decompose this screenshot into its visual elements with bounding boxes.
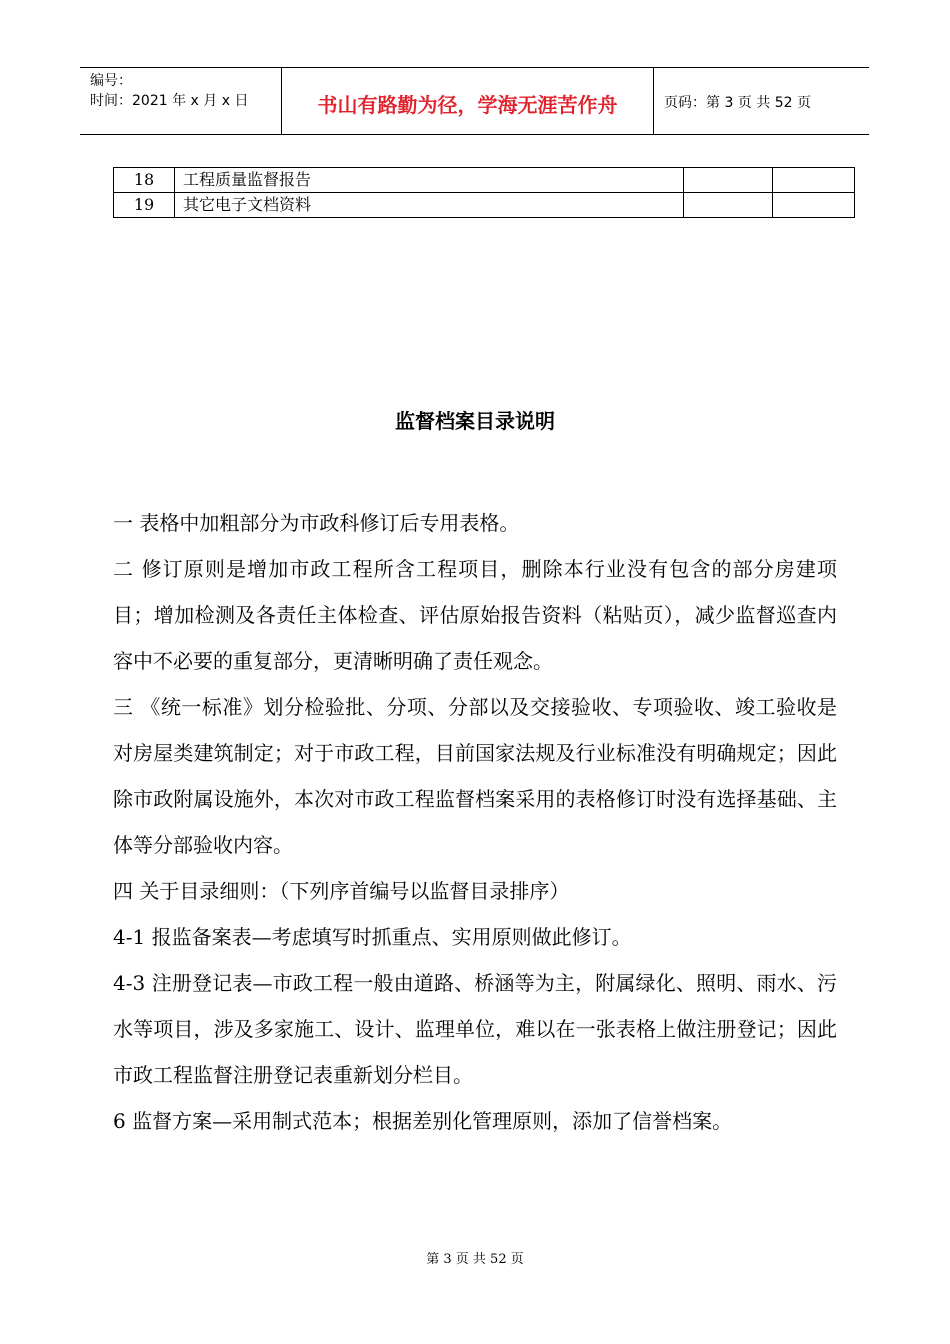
header-meta [80, 68, 282, 134]
table-row [114, 193, 855, 218]
row-name: 其它电子文档资料 [175, 193, 684, 218]
table-row [114, 168, 855, 193]
paragraph-3: 三 《统一标准》划分检验批、分项、分部以及交接验收、专项验收、竣工验收是对房屋类建筑制定；对于市政工程，目前国家法规及行业标准没有明确规定；因此除市政附属设施外，本次对市政工程监督档案采用的表格修订时没有选择基础、主体等分部验收内容。 [113, 695, 837, 857]
paragraph-6: 4-3 注册登记表—市政工程一般由道路、桥涵等为主，附属绿化、照明、雨水、污水等项目，涉及多家施工、设计、监理单位，难以在一张表格上做注册登记；因此市政工程监督注册登记表重新划分栏目。 [113, 971, 837, 1087]
row-name: 工程质量监督报告 [175, 168, 684, 193]
page-footer: 第 3 页 共 52 页 [426, 1252, 524, 1267]
code-label: 编号： [90, 73, 132, 89]
paragraph-5: 4-1 报监备案表—考虑填写时抓重点、实用原则做此修订。 [113, 925, 632, 949]
paragraph-1: 一 表格中加粗部分为市政科修订后专用表格。 [113, 511, 520, 535]
time-label: 时间：2021 年 x 月 x 日 [90, 93, 249, 109]
row-cell-empty [684, 168, 773, 193]
header-page-info: 页码：第 3 页 共 52 页 [664, 95, 811, 111]
section-title: 监督档案目录说明 [395, 409, 555, 433]
paragraph-7: 6 监督方案—采用制式范本；根据差别化管理原则，添加了信誉档案。 [113, 1109, 733, 1133]
row-number: 18 [114, 168, 175, 193]
row-cell-empty [773, 168, 855, 193]
row-cell-empty [684, 193, 773, 218]
row-cell-empty [773, 193, 855, 218]
body-text [113, 500, 837, 1144]
header-motto: 书山有路勤为径，学海无涯苦作舟 [282, 68, 654, 134]
catalog-table [113, 167, 855, 218]
paragraph-4: 四 关于目录细则：（下列序首编号以监督目录排序） [113, 879, 570, 903]
row-number: 19 [114, 193, 175, 218]
paragraph-2: 二 修订原则是增加市政工程所含工程项目，删除本行业没有包含的部分房建项目；增加检测及各责任主体检查、评估原始报告资料（粘贴页），减少监督巡查内容中不必要的重复部分，更清晰明确了责任观念。 [113, 557, 837, 673]
page-header [80, 67, 869, 135]
